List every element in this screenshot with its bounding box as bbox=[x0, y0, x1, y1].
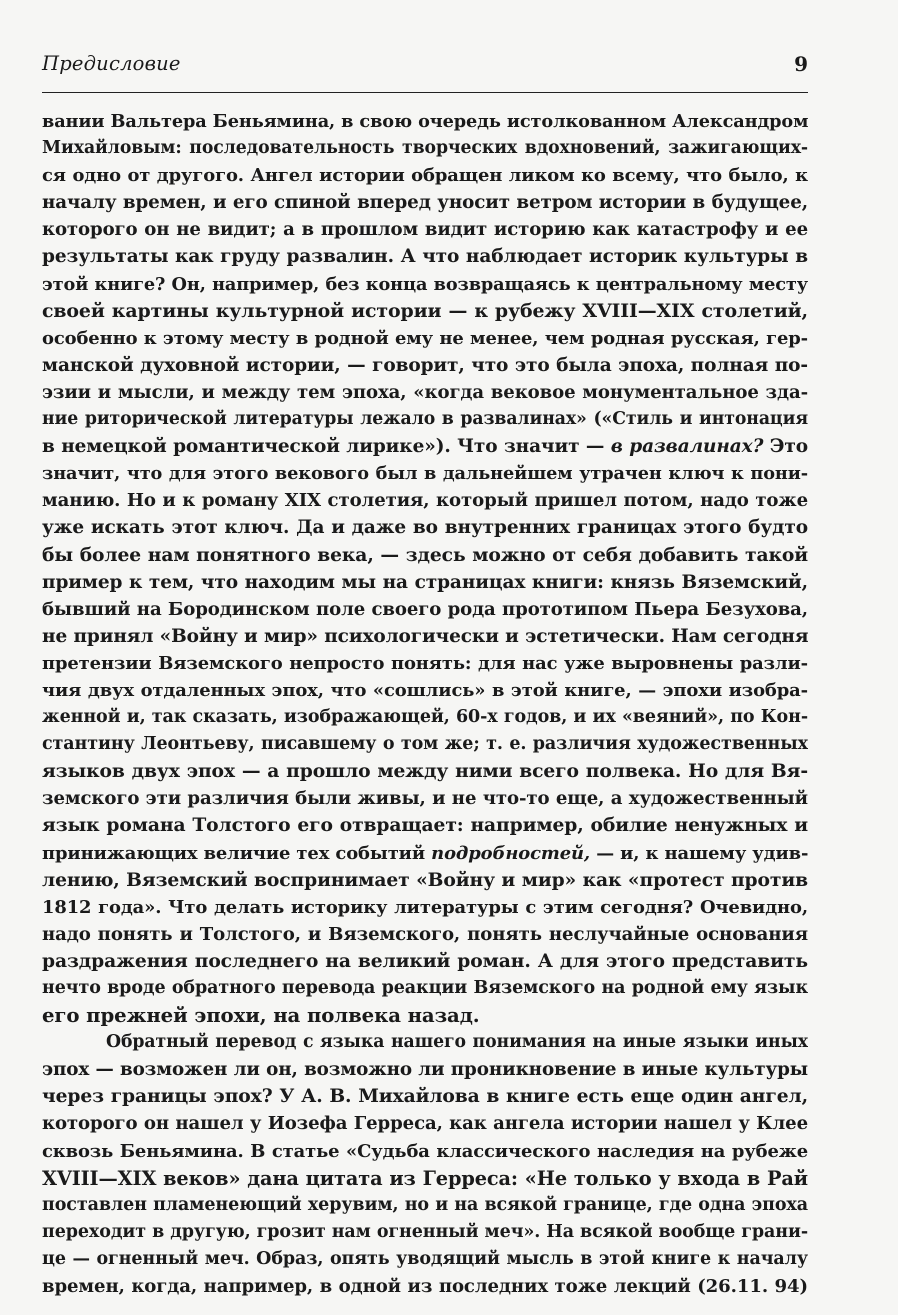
text-line: которого он не видит; а в прошлом видит историю как катастрофу и ее bbox=[42, 219, 808, 241]
text-line: пример к тем, что находим мы на страницах книги: князь Вяземский, bbox=[42, 571, 808, 593]
text-segment: в немецкой романтической лирике»). Что значит — bbox=[42, 436, 605, 458]
text-line: его прежней эпохи, на полвека назад. bbox=[42, 1004, 480, 1028]
text-line: бывший на Бородинском поле своего рода прототипом Пьера Безухова, bbox=[42, 598, 808, 620]
text-line bbox=[42, 433, 808, 460]
text-line: Обратный перевод с языка нашего понимания на иные языки иных bbox=[106, 1032, 808, 1053]
text-line: этой книге? Он, например, без конца возвращаясь к центральному месту bbox=[42, 273, 808, 295]
text-line: результаты как груду развалин. А что наблюдает историк культуры в bbox=[42, 246, 808, 268]
text-line: сквозь Беньямина. В статье «Судьба классического наследия на рубеже bbox=[42, 1140, 808, 1162]
body-text bbox=[42, 108, 808, 1300]
text-line: женной и, так сказать, изображающей, 60-х годов, и их «веяний», по Кон- bbox=[42, 707, 808, 728]
text-line: претензии Вяземского непросто понять: для нас уже выровнены разли- bbox=[42, 652, 808, 674]
text-line: через границы эпох? У А. В. Михайлова в книге есть еще один ангел, bbox=[42, 1085, 808, 1108]
running-header bbox=[42, 52, 808, 82]
text-line: 1812 года». Что делать историку литературы с этим сегодня? Очевидно, bbox=[42, 896, 808, 918]
text-line: ся одно от другого. Ангел истории обращен ликом ко всему, что было, к bbox=[42, 165, 808, 187]
text-line: уже искать этот ключ. Да и даже во внутренних границах этого будто bbox=[42, 517, 808, 539]
text-segment: принижающих величие тех событий bbox=[42, 842, 426, 864]
text-line: ние риторической литературы лежало в развалинах» («Стиль и интонация bbox=[42, 409, 808, 430]
text-line: эзии и мысли, и между тем эпоха, «когда вековое монументальное зда- bbox=[42, 381, 808, 403]
text-line: не принял «Войну и мир» психологически и эстетически. Нам сегодня bbox=[42, 625, 808, 647]
text-line: нечто вроде обратного перевода реакции Вяземского на родной ему язык bbox=[42, 978, 808, 998]
text-line: особенно к этому месту в родной ему не менее, чем родная русская, гер- bbox=[42, 327, 808, 349]
text-line: раздражения последнего на великий роман. А для этого представить bbox=[42, 949, 808, 972]
text-line: лению, Вяземский воспринимает «Войну и мир» как «протест против bbox=[42, 868, 808, 891]
text-line: переходит в другую, грозит нам огненный меч». На всякой вообще грани- bbox=[42, 1221, 808, 1242]
text-line: надо понять и Толстого, и Вяземского, понять неслучайные основания bbox=[42, 923, 808, 945]
text-line: язык романа Толстого его отвращает: например, обилие ненужных и bbox=[42, 814, 808, 837]
text-segment: — и, к нашему удив- bbox=[596, 842, 808, 864]
text-line: манию. Но и к роману XIX столетия, который пришел потом, надо тоже bbox=[42, 490, 808, 512]
text-line: началу времен, и его спиной вперед уносит ветром истории в будущее, bbox=[42, 192, 808, 214]
text-line: поставлен пламенеющий херувим, но и на всякой границе, где одна эпоха bbox=[42, 1194, 808, 1215]
text-line: чия двух отдаленных эпох, что «сошлись» в этой книге, — эпохи изобра- bbox=[42, 679, 808, 701]
text-line: бы более нам понятного века, — здесь можно от себя добавить такой bbox=[42, 543, 808, 566]
page-number: 9 bbox=[794, 52, 808, 76]
text-line: значит, что для этого векового был в дальнейшем утрачен ключ к пони- bbox=[42, 463, 808, 485]
text-line: языков двух эпох — а прошло между ними всего полвека. Но для Вя- bbox=[42, 760, 808, 783]
text-line: времен, когда, например, в одной из последних тоже лекций (26.11. 94) bbox=[42, 1276, 808, 1298]
text-line: манской духовной истории, — говорит, что это была эпоха, полная по- bbox=[42, 354, 808, 376]
paragraph-2 bbox=[42, 1029, 808, 1300]
paragraph-1 bbox=[42, 108, 808, 1029]
running-header-title: Предисловие bbox=[42, 52, 181, 75]
text-line: XVIII—XIX веков» дана цитата из Герреса: «Не только у входа в Рай bbox=[42, 1166, 808, 1190]
text-line: Михайловым: последовательность творческих вдохновений, зажигающих- bbox=[42, 138, 808, 159]
header-divider bbox=[42, 92, 808, 93]
text-line: стантину Леонтьеву, писавшему о том же; т. е. различия художественных bbox=[42, 734, 808, 755]
text-line: своей картины культурной истории — к рубежу XVIII—XIX столетий, bbox=[42, 299, 808, 322]
text-segment: Это bbox=[769, 436, 808, 458]
text-line: це — огненный меч. Образ, опять уводящий мысль в этой книге к началу bbox=[42, 1248, 808, 1269]
text-line bbox=[42, 840, 808, 867]
italic-emphasis: в развалинах? bbox=[610, 436, 764, 458]
text-line: которого он нашел у Иозефа Герреса, как ангела истории нашел у Клее bbox=[42, 1113, 808, 1135]
text-line: земского эти различия были живы, и не что-то еще, а художественный bbox=[42, 788, 808, 810]
text-line: эпох — возможен ли он, возможно ли проникновение в иные культуры bbox=[42, 1059, 808, 1081]
italic-emphasis: подробностей, bbox=[431, 842, 591, 864]
text-line: вании Вальтера Беньямина, в свою очередь истолкованном Александром bbox=[42, 111, 808, 132]
